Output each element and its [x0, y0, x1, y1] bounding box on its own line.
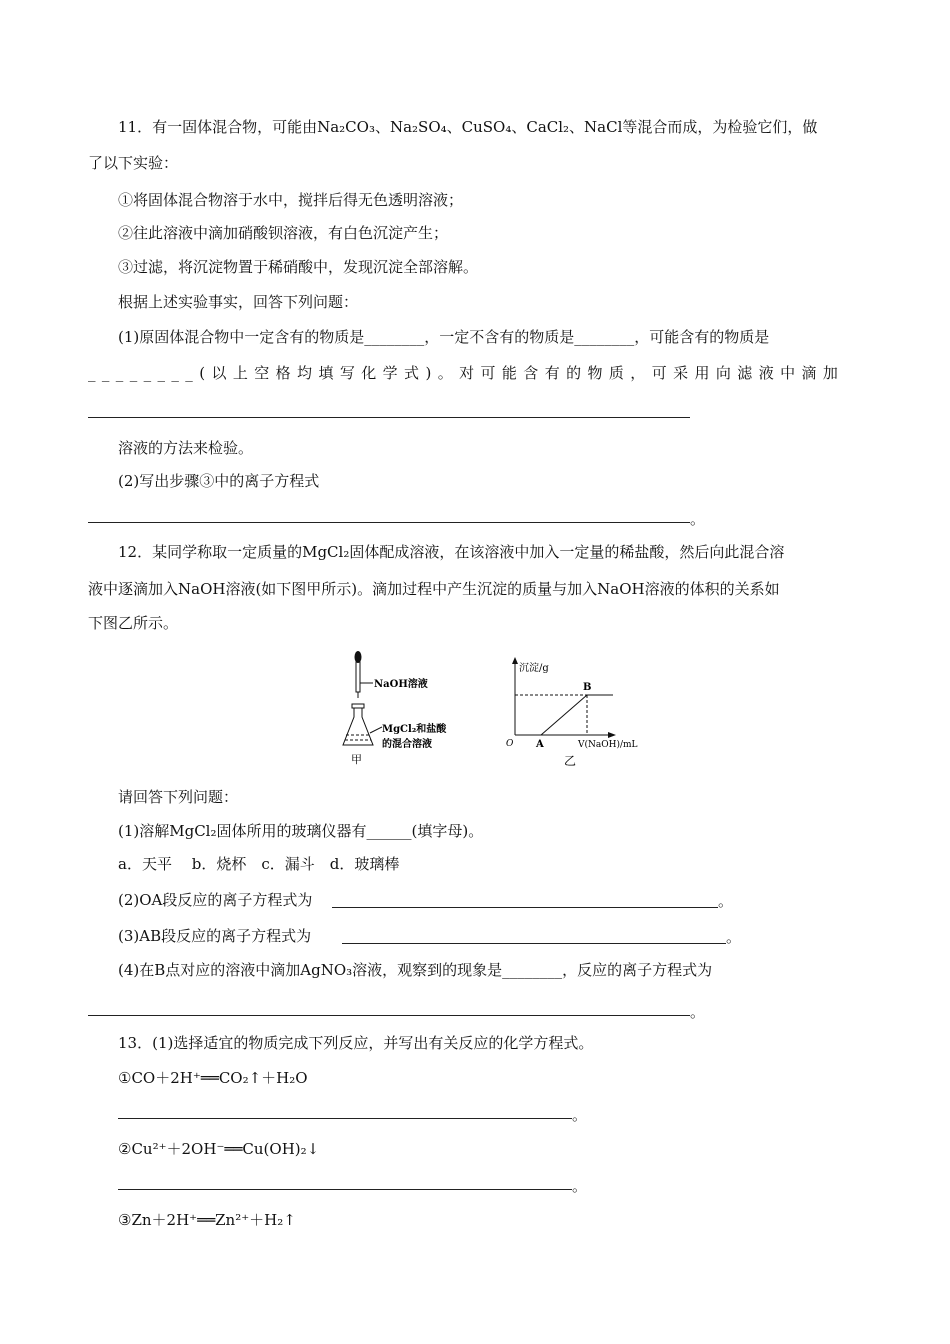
period: 。: [572, 1177, 588, 1195]
q12-part2: (2)OA段反应的离子方程式为: [118, 891, 313, 909]
q11-step2: ②往此溶液中滴加硝酸钡溶液，有白色沉淀产生；: [118, 224, 449, 242]
q11-line2: 了以下实验：: [88, 154, 179, 172]
q12-part4: (4)在B点对应的溶液中滴加AgNO₃溶液，观察到的现象是________，反应的离子方程式为: [118, 961, 713, 979]
answer-blank[interactable]: [88, 1015, 690, 1016]
mixture-label-2: 的混合溶液: [382, 739, 432, 750]
answer-blank[interactable]: [88, 522, 690, 523]
q12-part1: (1)溶解MgCl₂固体所用的玻璃仪器有______(填字母)。: [118, 822, 484, 840]
q11-prompt: 根据上述实验事实，回答下列问题：: [118, 293, 359, 311]
answer-blank[interactable]: [88, 417, 690, 418]
naoh-label: NaOH溶液: [374, 679, 428, 690]
q12-prompt: 请回答下列问题：: [118, 788, 239, 806]
figure-jia-label: 甲: [351, 753, 362, 766]
q12-line3: 下图乙所示。: [88, 614, 179, 632]
answer-blank[interactable]: [118, 1118, 572, 1119]
origin-label: O: [506, 739, 514, 749]
q11-part1-c: 溶液的方法来检验。: [118, 439, 254, 457]
experiment-figure: [340, 645, 660, 770]
q11-part1-b: ________(以上空格均填写化学式)。对可能含有的物质，可采用向滤液中滴加: [88, 364, 845, 382]
q12-options: a．天平 b．烧杯 c．漏斗 d．玻璃棒: [118, 855, 400, 873]
q11-step3: ③过滤，将沉淀物置于稀硝酸中，发现沉淀全部溶解。: [118, 258, 479, 276]
point-a-label: A: [536, 739, 544, 750]
mixture-label-1: MgCl₂和盐酸: [382, 724, 447, 735]
q12-part3: (3)AB段反应的离子方程式为: [118, 927, 312, 945]
flask-icon: [343, 704, 382, 745]
q11-step1: ①将固体混合物溶于水中，搅拌后得无色透明溶液；: [118, 191, 464, 209]
period: 。: [690, 1003, 706, 1021]
y-axis-label: 沉淀/g: [519, 663, 549, 674]
q13-reaction1: ①CO＋2H⁺══CO₂↑＋H₂O: [118, 1069, 308, 1087]
period: 。: [726, 928, 742, 946]
q13-line1: 13．(1)选择适宜的物质完成下列反应，并写出有关反应的化学方程式。: [118, 1034, 594, 1052]
q11-line1: 11．有一固体混合物，可能由Na₂CO₃、Na₂SO₄、CuSO₄、CaCl₂、NaCl等混合而成，为检验它们，做: [118, 118, 818, 136]
period: 。: [718, 892, 734, 910]
period: 。: [572, 1106, 588, 1124]
figure-yi-label: 乙: [564, 754, 577, 768]
answer-blank[interactable]: [118, 1189, 572, 1190]
dropper-icon: [355, 651, 374, 698]
x-axis-label: V(NaOH)/mL: [578, 740, 638, 750]
q12-line2: 液中逐滴加入NaOH溶液(如下图甲所示)。滴加过程中产生沉淀的质量与加入NaOH溶液的体积的关系如: [88, 580, 780, 598]
answer-blank[interactable]: [342, 943, 726, 944]
period: 。: [690, 510, 706, 528]
answer-blank[interactable]: [332, 907, 718, 908]
q11-part2: (2)写出步骤③中的离子方程式: [118, 472, 320, 490]
q13-reaction2: ②Cu²⁺＋2OH⁻══Cu(OH)₂↓: [118, 1140, 320, 1158]
q13-reaction3: ③Zn＋2H⁺══Zn²⁺＋H₂↑: [118, 1211, 296, 1229]
q12-line1: 12．某同学称取一定质量的MgCl₂固体配成溶液，在该溶液中加入一定量的稀盐酸，然后向此混合溶: [118, 543, 785, 561]
q11-part1-a: (1)原固体混合物中一定含有的物质是________，一定不含有的物质是________，可能含有的物质是: [118, 328, 770, 346]
point-b-label: B: [583, 682, 592, 693]
